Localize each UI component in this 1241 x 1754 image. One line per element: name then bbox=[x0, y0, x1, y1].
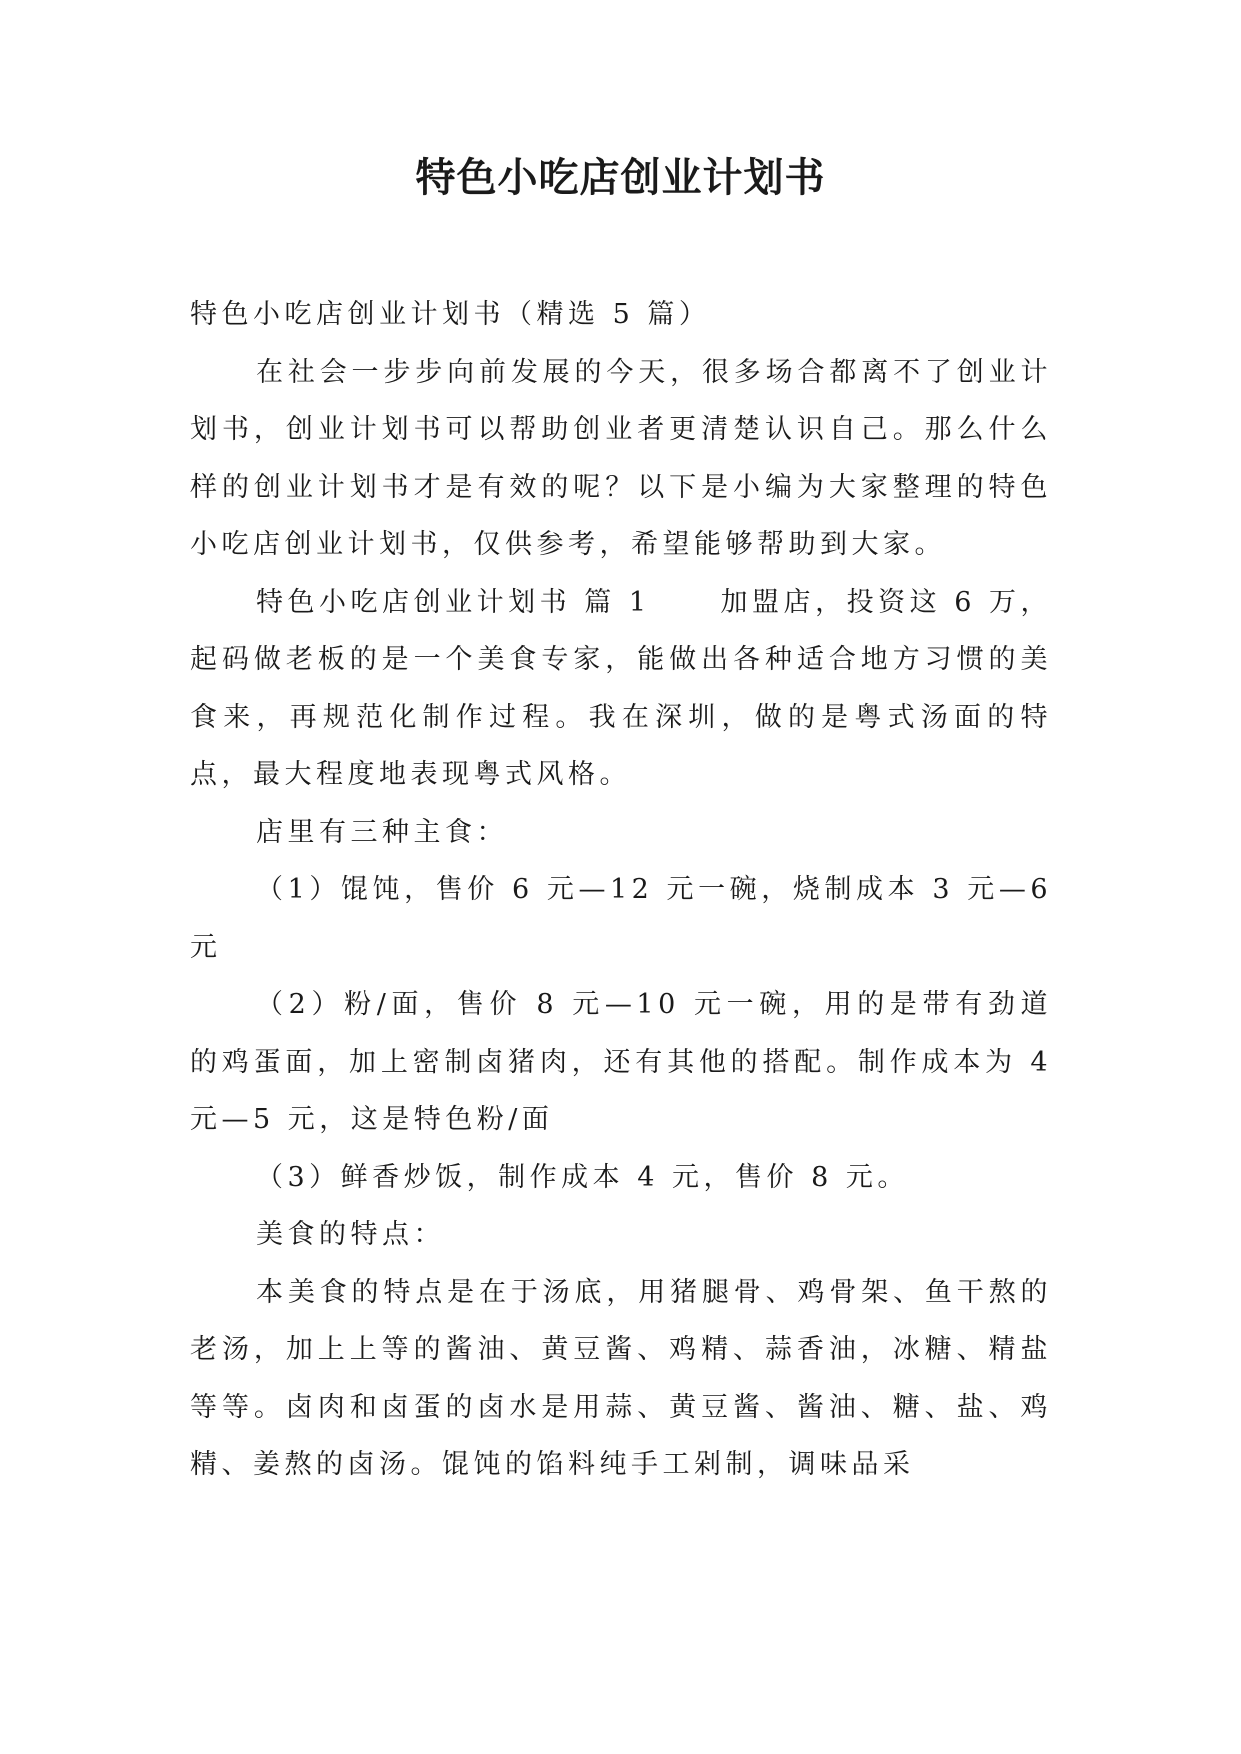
intro-paragraph: 在社会一步步向前发展的今天，很多场合都离不了创业计划书，创业计划书可以帮助创业者更清楚认识自己。那么什么样的创业计划书才是有效的呢？以下是小编为大家整理的特色小吃店创业计划书，仅供参考，希望能够帮助到大家。 bbox=[190, 356, 1052, 560]
staple-item-2: （2）粉/面，售价 8 元—10 元一碗，用的是带有劲道的鸡蛋面，加上密制卤猪肉，还有其他的搭配。制作成本为 4 元—5 元，这是特色粉/面 bbox=[190, 989, 1052, 1135]
section-1-paragraph bbox=[190, 574, 1052, 804]
document-body bbox=[190, 286, 1052, 1494]
section-1-heading: 特色小吃店创业计划书 篇 1 bbox=[256, 586, 651, 618]
features-heading: 美食的特点： bbox=[256, 1219, 445, 1250]
document-subtitle: 特色小吃店创业计划书（精选 5 篇） bbox=[190, 299, 711, 330]
staples-heading: 店里有三种主食： bbox=[256, 816, 508, 848]
section-1-text: 加盟店，投资这 6 万，起码做老板的是一个美食专家，能做出各种适合地方习惯的美食来，再规范化制作过程。我在深圳，做的是粤式汤面的特点，最大程度地表现粤式风格。 bbox=[190, 586, 1053, 790]
staple-item-3: （3）鲜香炒饭，制作成本 4 元，售价 8 元。 bbox=[256, 1161, 909, 1193]
features-paragraph: 本美食的特点是在于汤底，用猪腿骨、鸡骨架、鱼干熬的老汤，加上上等的酱油、黄豆酱、鸡精、蒜香油，冰糖、精盐等等。卤肉和卤蛋的卤水是用蒜、黄豆酱、酱油、糖、盐、鸡精、姜熬的卤汤。馄饨的馅料纯手工剁制，调味品采 bbox=[190, 1276, 1052, 1480]
document-title: 特色小吃店创业计划书 bbox=[415, 155, 826, 201]
staple-item-1: （1）馄饨，售价 6 元—12 元一碗，烧制成本 3 元—6 元 bbox=[190, 874, 1052, 963]
